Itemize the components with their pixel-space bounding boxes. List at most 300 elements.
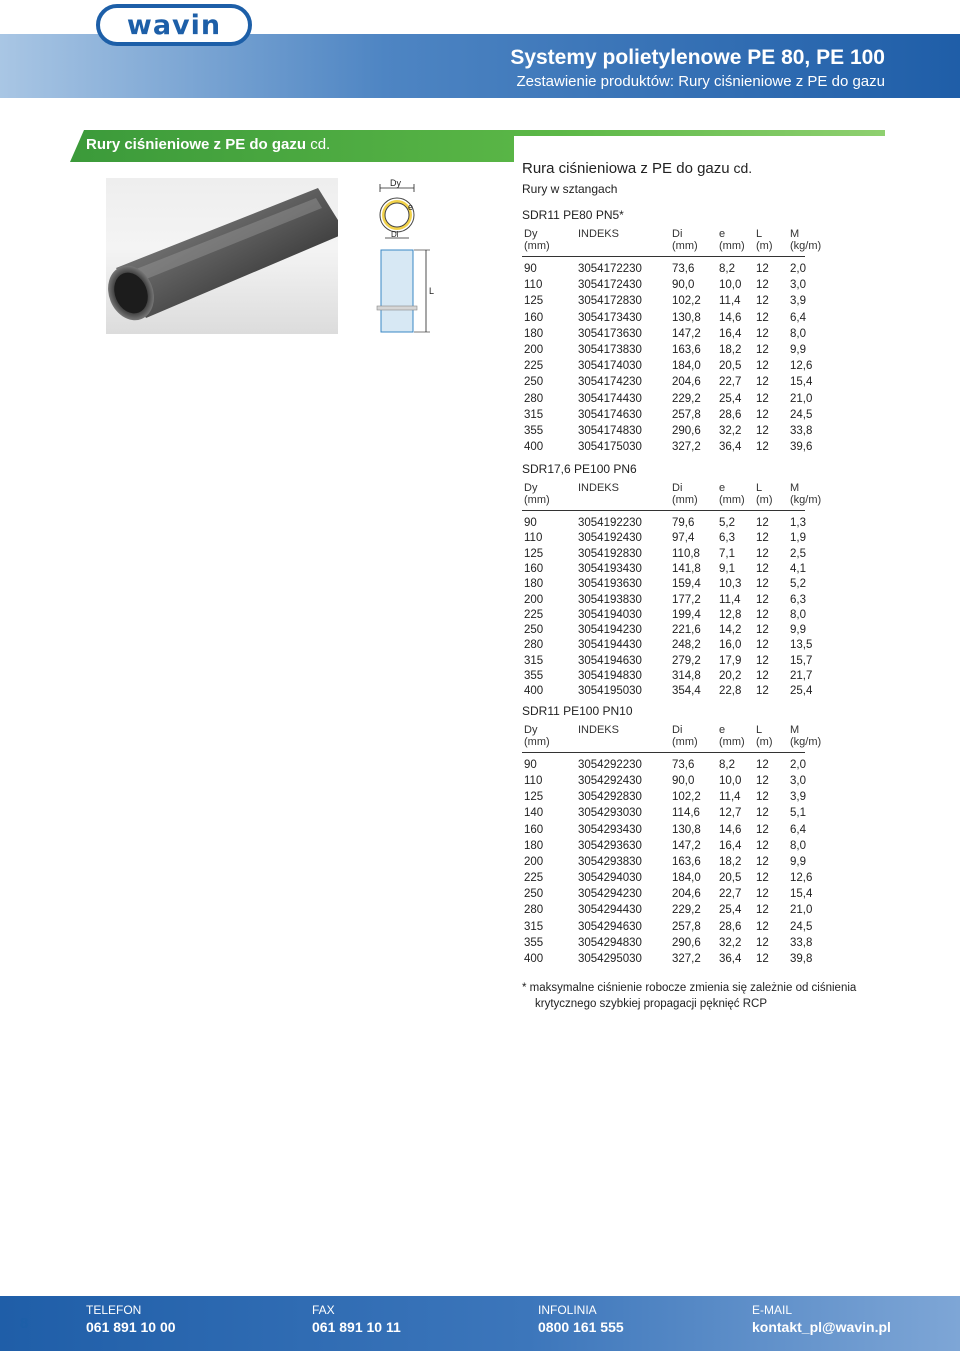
table-row bbox=[0, 670, 960, 686]
m-cell: 9,9 bbox=[790, 624, 806, 637]
index-cell: 3054173430 bbox=[578, 311, 642, 324]
table-row bbox=[0, 376, 960, 392]
m-cell: 8,0 bbox=[790, 327, 806, 340]
index-cell: 3054293830 bbox=[578, 855, 642, 868]
page-subtitle: Zestawienie produktów: Rury ciśnieniowe z PE do gazu bbox=[516, 73, 885, 90]
dy-label: Dy bbox=[390, 178, 401, 188]
column-header-m-label: M bbox=[790, 482, 800, 494]
m-cell: 13,5 bbox=[790, 639, 813, 652]
index-cell: 3054292830 bbox=[578, 791, 642, 804]
di-cell: 102,2 bbox=[672, 791, 701, 804]
column-header-index bbox=[578, 724, 619, 736]
table-row bbox=[0, 639, 960, 655]
l-cell: 12 bbox=[756, 279, 769, 292]
di-cell: 79,6 bbox=[672, 517, 695, 529]
table-row bbox=[0, 856, 960, 872]
index-cell: 3054294030 bbox=[578, 872, 642, 885]
table-row bbox=[0, 360, 960, 376]
footnote-line-1: * maksymalne ciśnienie robocze zmienia się zależnie od ciśnienia bbox=[522, 982, 857, 994]
column-header-l-unit: (m) bbox=[756, 736, 773, 748]
dy-cell: 110 bbox=[524, 279, 543, 292]
table-row bbox=[0, 888, 960, 904]
table-title: SDR17,6 PE100 PN6 bbox=[522, 462, 637, 476]
m-cell: 6,4 bbox=[790, 823, 806, 836]
dy-cell: 180 bbox=[524, 839, 544, 852]
table-row bbox=[0, 685, 960, 701]
table-row bbox=[0, 824, 960, 840]
column-header-dy bbox=[524, 228, 550, 252]
m-cell: 24,5 bbox=[790, 408, 813, 421]
e-cell: 22,7 bbox=[719, 376, 742, 389]
l-cell: 12 bbox=[756, 888, 769, 901]
table-row bbox=[0, 578, 960, 594]
di-cell: 221,6 bbox=[672, 624, 701, 637]
table-row bbox=[0, 953, 960, 969]
dy-cell: 160 bbox=[524, 562, 544, 575]
page-title: Systemy polietylenowe PE 80, PE 100 bbox=[510, 46, 885, 69]
dy-cell: 125 bbox=[524, 791, 544, 804]
column-header-index bbox=[578, 482, 619, 494]
column-header-di-label: Di bbox=[672, 228, 683, 240]
m-cell: 15,7 bbox=[790, 654, 813, 667]
logo-text: wavin bbox=[126, 9, 222, 41]
m-cell: 24,5 bbox=[790, 920, 813, 933]
dy-cell: 125 bbox=[524, 295, 544, 308]
e-cell: 14,2 bbox=[719, 624, 742, 637]
column-header-e-label: e bbox=[719, 482, 726, 494]
dy-cell: 180 bbox=[524, 578, 544, 591]
m-cell: 4,1 bbox=[790, 562, 806, 575]
dy-cell: 250 bbox=[524, 376, 544, 389]
e-cell: 20,5 bbox=[719, 872, 742, 885]
email-label: E-MAIL bbox=[752, 1303, 793, 1317]
index-cell: 3054172430 bbox=[578, 279, 642, 292]
index-cell: 3054172830 bbox=[578, 295, 642, 308]
m-cell: 8,0 bbox=[790, 608, 806, 621]
l-cell: 12 bbox=[756, 823, 769, 836]
l-cell: 12 bbox=[756, 839, 769, 852]
e-cell: 10,0 bbox=[719, 279, 742, 292]
l-cell: 12 bbox=[756, 578, 769, 591]
di-cell: 204,6 bbox=[672, 888, 701, 901]
index-cell: 3054294630 bbox=[578, 920, 642, 933]
e-cell: 36,4 bbox=[719, 952, 742, 965]
dy-cell: 280 bbox=[524, 639, 544, 652]
index-cell: 3054192230 bbox=[578, 517, 642, 529]
footer-email bbox=[752, 1302, 891, 1336]
dy-cell: 200 bbox=[524, 855, 544, 868]
index-cell: 3054292430 bbox=[578, 775, 642, 788]
dy-cell: 250 bbox=[524, 888, 544, 901]
column-header-l bbox=[756, 724, 773, 748]
dy-cell: 160 bbox=[524, 823, 544, 836]
column-header-dy-unit: (mm) bbox=[524, 736, 550, 748]
column-header-dy bbox=[524, 724, 550, 748]
di-label: Di bbox=[391, 230, 399, 239]
e-cell: 20,5 bbox=[719, 360, 742, 373]
m-cell: 5,2 bbox=[790, 578, 806, 591]
footnote bbox=[522, 980, 856, 1012]
l-cell: 12 bbox=[756, 624, 769, 637]
e-cell: 12,7 bbox=[719, 807, 742, 820]
table-title: SDR11 PE100 PN10 bbox=[522, 704, 633, 718]
m-cell: 25,4 bbox=[790, 685, 813, 698]
m-cell: 39,8 bbox=[790, 952, 813, 965]
m-cell: 5,1 bbox=[790, 807, 806, 820]
l-cell: 12 bbox=[756, 344, 769, 356]
index-cell: 3054174830 bbox=[578, 425, 642, 437]
l-cell: 12 bbox=[756, 376, 769, 389]
m-cell: 21,0 bbox=[790, 904, 813, 917]
table-row bbox=[0, 312, 960, 328]
table-row bbox=[0, 563, 960, 579]
di-cell: 163,6 bbox=[672, 855, 701, 868]
dy-cell: 90 bbox=[524, 759, 537, 771]
table-header-rule bbox=[522, 256, 805, 257]
table-header-rule bbox=[522, 752, 805, 753]
infolinia-label: INFOLINIA bbox=[538, 1303, 597, 1317]
e-cell: 18,2 bbox=[719, 855, 742, 868]
e-cell: 20,2 bbox=[719, 670, 742, 682]
fax-label: FAX bbox=[312, 1303, 335, 1317]
l-cell: 12 bbox=[756, 759, 769, 771]
di-cell: 147,2 bbox=[672, 327, 701, 340]
index-cell: 3054174030 bbox=[578, 360, 642, 373]
di-cell: 229,2 bbox=[672, 904, 701, 917]
di-cell: 354,4 bbox=[672, 685, 701, 698]
column-header-m-unit: (kg/m) bbox=[790, 736, 822, 748]
column-header-e bbox=[719, 482, 745, 506]
m-cell: 3,0 bbox=[790, 279, 806, 292]
footnote-line-2: krytycznego szybkiej propagacji pęknięć RCP bbox=[535, 998, 768, 1010]
column-header-l-label: L bbox=[756, 228, 763, 240]
table-row bbox=[0, 759, 960, 775]
di-cell: 248,2 bbox=[672, 639, 701, 652]
column-header-di bbox=[672, 482, 698, 506]
e-cell: 5,2 bbox=[719, 517, 735, 529]
l-cell: 12 bbox=[756, 904, 769, 917]
di-cell: 90,0 bbox=[672, 279, 695, 292]
table-row bbox=[0, 409, 960, 425]
infolinia-value[interactable]: 0800 161 555 bbox=[538, 1319, 624, 1335]
e-cell: 7,1 bbox=[719, 547, 735, 560]
table-row bbox=[0, 609, 960, 625]
email-link[interactable]: kontakt_pl@wavin.pl bbox=[752, 1319, 891, 1335]
dy-cell: 200 bbox=[524, 593, 544, 606]
column-header-e bbox=[719, 228, 745, 252]
table-row bbox=[0, 517, 960, 533]
table-title: SDR11 PE80 PN5* bbox=[522, 208, 624, 222]
dy-cell: 315 bbox=[524, 408, 544, 421]
index-cell: 3054195030 bbox=[578, 685, 642, 698]
table-row bbox=[0, 904, 960, 920]
di-cell: 184,0 bbox=[672, 872, 701, 885]
table-row bbox=[0, 393, 960, 409]
di-cell: 184,0 bbox=[672, 360, 701, 373]
index-cell: 3054193830 bbox=[578, 593, 642, 606]
l-cell: 12 bbox=[756, 532, 769, 545]
column-header-dy-label: Dy bbox=[524, 228, 538, 240]
section-title bbox=[86, 136, 330, 153]
index-cell: 3054173630 bbox=[578, 327, 642, 340]
column-header-m bbox=[790, 228, 821, 252]
di-cell: 327,2 bbox=[672, 441, 701, 454]
column-header-e-label: e bbox=[719, 724, 726, 736]
m-cell: 3,9 bbox=[790, 295, 806, 308]
e-cell: 16,4 bbox=[719, 839, 742, 852]
table-row bbox=[0, 548, 960, 564]
l-cell: 12 bbox=[756, 562, 769, 575]
m-cell: 6,4 bbox=[790, 311, 806, 324]
footer-infolinia bbox=[538, 1302, 624, 1336]
di-cell: 327,2 bbox=[672, 952, 701, 965]
product-title bbox=[522, 160, 752, 177]
di-cell: 102,2 bbox=[672, 295, 701, 308]
e-cell: 11,4 bbox=[719, 593, 741, 606]
index-cell: 3054175030 bbox=[578, 441, 642, 454]
column-header-index bbox=[578, 228, 619, 240]
index-cell: 3054174230 bbox=[578, 376, 642, 389]
column-header-di bbox=[672, 228, 698, 252]
dy-cell: 355 bbox=[524, 670, 544, 682]
di-cell: 90,0 bbox=[672, 775, 695, 788]
e-cell: 25,4 bbox=[719, 904, 742, 917]
m-cell: 21,7 bbox=[790, 670, 813, 682]
column-header-m-label: M bbox=[790, 228, 800, 240]
table-row bbox=[0, 425, 960, 441]
dy-cell: 280 bbox=[524, 392, 544, 405]
column-header-dy-label: Dy bbox=[524, 724, 538, 736]
index-cell: 3054174630 bbox=[578, 408, 642, 421]
e-cell: 14,6 bbox=[719, 311, 742, 324]
column-header-di-unit: (mm) bbox=[672, 494, 698, 506]
m-cell: 39,6 bbox=[790, 441, 813, 454]
column-header-e bbox=[719, 724, 745, 748]
m-cell: 8,0 bbox=[790, 839, 806, 852]
l-cell: 12 bbox=[756, 920, 769, 933]
dy-cell: 110 bbox=[524, 532, 543, 545]
e-cell: 36,4 bbox=[719, 441, 742, 454]
l-cell: 12 bbox=[756, 311, 769, 324]
table-row bbox=[0, 807, 960, 823]
section-title-suffix: cd. bbox=[306, 136, 331, 153]
di-cell: 257,8 bbox=[672, 408, 701, 421]
di-cell: 177,2 bbox=[672, 593, 701, 606]
column-header-l-label: L bbox=[756, 482, 763, 494]
dy-cell: 90 bbox=[524, 517, 537, 529]
di-cell: 130,8 bbox=[672, 311, 701, 324]
table-row bbox=[0, 872, 960, 888]
e-cell: 10,3 bbox=[719, 578, 742, 591]
m-cell: 15,4 bbox=[790, 888, 813, 901]
l-cell: 12 bbox=[756, 855, 769, 868]
column-header-di-label: Di bbox=[672, 724, 683, 736]
dy-cell: 400 bbox=[524, 441, 544, 454]
m-cell: 12,6 bbox=[790, 360, 813, 373]
index-cell: 3054294230 bbox=[578, 888, 642, 901]
index-cell: 3054193430 bbox=[578, 562, 642, 575]
e-cell: 28,6 bbox=[719, 920, 742, 933]
table-row bbox=[0, 441, 960, 457]
m-cell: 9,9 bbox=[790, 344, 806, 356]
e-cell: 22,8 bbox=[719, 685, 742, 698]
column-header-di bbox=[672, 724, 698, 748]
di-cell: 110,8 bbox=[672, 547, 700, 560]
index-cell: 3054294830 bbox=[578, 936, 642, 949]
di-cell: 229,2 bbox=[672, 392, 701, 405]
index-cell: 3054194830 bbox=[578, 670, 642, 682]
index-cell: 3054192430 bbox=[578, 532, 642, 545]
column-header-e-unit: (mm) bbox=[719, 736, 745, 748]
column-header-e-label: e bbox=[719, 228, 726, 240]
l-cell: 12 bbox=[756, 670, 769, 682]
index-cell: 3054295030 bbox=[578, 952, 642, 965]
dy-cell: 160 bbox=[524, 311, 544, 324]
fax-value: 061 891 10 11 bbox=[312, 1319, 401, 1335]
m-cell: 3,9 bbox=[790, 791, 806, 804]
di-cell: 147,2 bbox=[672, 839, 701, 852]
dy-cell: 225 bbox=[524, 872, 544, 885]
di-cell: 130,8 bbox=[672, 823, 701, 836]
e-cell: 32,2 bbox=[719, 425, 742, 437]
l-cell: 12 bbox=[756, 547, 769, 560]
telefon-label: TELEFON bbox=[86, 1303, 142, 1317]
m-cell: 2,5 bbox=[790, 547, 806, 560]
column-header-dy-label: Dy bbox=[524, 482, 538, 494]
column-header-m-label: M bbox=[790, 724, 800, 736]
di-cell: 73,6 bbox=[672, 759, 695, 771]
l-cell: 12 bbox=[756, 517, 769, 529]
l-cell: 12 bbox=[756, 263, 769, 275]
m-cell: 1,9 bbox=[790, 532, 806, 545]
dy-cell: 225 bbox=[524, 608, 544, 621]
column-header-index-label: INDEKS bbox=[578, 228, 619, 240]
l-cell: 12 bbox=[756, 392, 769, 405]
index-cell: 3054194030 bbox=[578, 608, 642, 621]
dy-cell: 355 bbox=[524, 425, 544, 437]
m-cell: 1,3 bbox=[790, 517, 806, 529]
l-cell: 12 bbox=[756, 936, 769, 949]
column-header-l-unit: (m) bbox=[756, 240, 773, 252]
dy-cell: 140 bbox=[524, 807, 544, 820]
l-cell: 12 bbox=[756, 807, 769, 820]
column-header-m-unit: (kg/m) bbox=[790, 494, 822, 506]
table-header-rule bbox=[522, 510, 805, 511]
di-cell: 141,8 bbox=[672, 562, 701, 575]
column-header-dy-unit: (mm) bbox=[524, 494, 550, 506]
di-cell: 279,2 bbox=[672, 654, 701, 667]
index-cell: 3054193630 bbox=[578, 578, 642, 591]
table-row bbox=[0, 624, 960, 640]
page-number: 8 bbox=[20, 1315, 29, 1332]
e-cell: 18,2 bbox=[719, 344, 742, 356]
l-label: L bbox=[429, 286, 435, 296]
dy-cell: 315 bbox=[524, 654, 544, 667]
section-band-blank bbox=[514, 136, 885, 162]
di-cell: 314,8 bbox=[672, 670, 701, 682]
di-cell: 159,4 bbox=[672, 578, 701, 591]
e-cell: 25,4 bbox=[719, 392, 742, 405]
wavin-logo bbox=[96, 4, 252, 46]
m-cell: 6,3 bbox=[790, 593, 806, 606]
l-cell: 12 bbox=[756, 295, 769, 308]
l-cell: 12 bbox=[756, 608, 769, 621]
e-cell: 22,7 bbox=[719, 888, 742, 901]
m-cell: 21,0 bbox=[790, 392, 813, 405]
footer-fax bbox=[312, 1302, 401, 1336]
column-header-index-label: INDEKS bbox=[578, 482, 619, 494]
index-cell: 3054194630 bbox=[578, 654, 642, 667]
m-cell: 9,9 bbox=[790, 855, 806, 868]
dy-cell: 110 bbox=[524, 775, 543, 788]
l-cell: 12 bbox=[756, 593, 769, 606]
e-cell: 16,4 bbox=[719, 327, 742, 340]
index-cell: 3054194430 bbox=[578, 639, 642, 652]
index-cell: 3054192830 bbox=[578, 547, 642, 560]
l-cell: 12 bbox=[756, 639, 769, 652]
m-cell: 15,4 bbox=[790, 376, 813, 389]
dy-cell: 280 bbox=[524, 904, 544, 917]
m-cell: 12,6 bbox=[790, 872, 813, 885]
footer-telefon bbox=[86, 1302, 176, 1336]
m-cell: 33,8 bbox=[790, 936, 813, 949]
index-cell: 3054194230 bbox=[578, 624, 642, 637]
e-cell: 12,8 bbox=[719, 608, 742, 621]
table-row bbox=[0, 594, 960, 610]
section-title-text: Rury ciśnieniowe z PE do gazu bbox=[86, 136, 307, 153]
table-row bbox=[0, 937, 960, 953]
l-cell: 12 bbox=[756, 654, 769, 667]
column-header-m bbox=[790, 724, 821, 748]
product-subtitle: Rury w sztangach bbox=[522, 182, 618, 196]
dy-cell: 225 bbox=[524, 360, 544, 373]
column-header-l-unit: (m) bbox=[756, 494, 773, 506]
column-header-di-unit: (mm) bbox=[672, 736, 698, 748]
index-cell: 3054293630 bbox=[578, 839, 642, 852]
e-cell: 11,4 bbox=[719, 295, 741, 308]
m-cell: 2,0 bbox=[790, 759, 806, 771]
di-cell: 257,8 bbox=[672, 920, 701, 933]
column-header-index-label: INDEKS bbox=[578, 724, 619, 736]
table-row bbox=[0, 263, 960, 279]
column-header-e-unit: (mm) bbox=[719, 494, 745, 506]
di-cell: 290,6 bbox=[672, 425, 701, 437]
e-cell: 16,0 bbox=[719, 639, 742, 652]
e-cell: 10,0 bbox=[719, 775, 742, 788]
table-row bbox=[0, 655, 960, 671]
dy-cell: 355 bbox=[524, 936, 544, 949]
e-cell: 32,2 bbox=[719, 936, 742, 949]
column-header-di-unit: (mm) bbox=[672, 240, 698, 252]
di-cell: 204,6 bbox=[672, 376, 701, 389]
dy-cell: 125 bbox=[524, 547, 544, 560]
column-header-dy-unit: (mm) bbox=[524, 240, 550, 252]
index-cell: 3054172230 bbox=[578, 263, 642, 275]
column-header-m-unit: (kg/m) bbox=[790, 240, 822, 252]
e-cell: 28,6 bbox=[719, 408, 742, 421]
table-row bbox=[0, 295, 960, 311]
table-row bbox=[0, 775, 960, 791]
table-row bbox=[0, 532, 960, 548]
product-title-suffix: cd. bbox=[729, 160, 753, 176]
dy-cell: 180 bbox=[524, 327, 544, 340]
product-title-text: Rura ciśnieniowa z PE do gazu bbox=[522, 160, 730, 177]
telefon-value[interactable]: 061 891 10 00 bbox=[86, 1319, 176, 1335]
dy-cell: 90 bbox=[524, 263, 537, 275]
table-row bbox=[0, 279, 960, 295]
di-cell: 73,6 bbox=[672, 263, 695, 275]
l-cell: 12 bbox=[756, 952, 769, 965]
